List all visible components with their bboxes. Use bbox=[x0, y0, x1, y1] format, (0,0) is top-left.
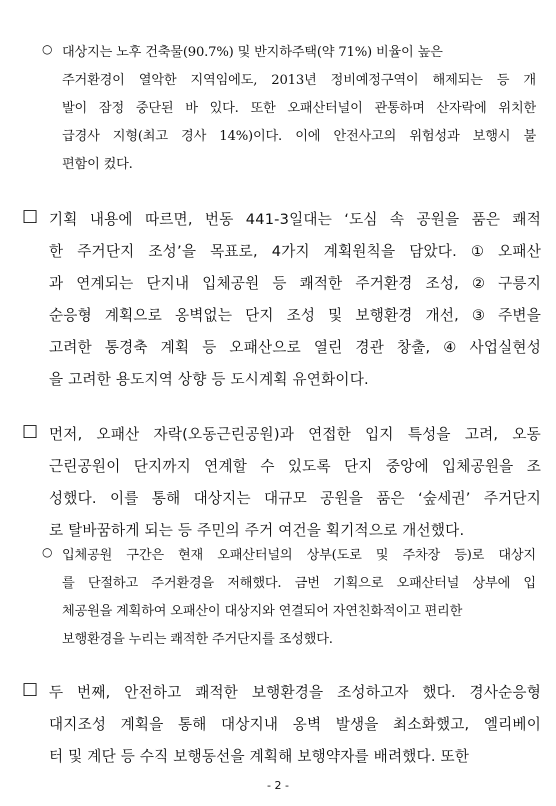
text-line: 터 및 계단 등 수직 보행동선을 계획해 보행약자를 배려했다. 또한 bbox=[49, 748, 470, 765]
text-line: 한 주거단지 조성’을 목표로, 4가지 계획원칙을 담았다. ① 오패산 bbox=[49, 243, 541, 260]
text-line: 을 고려한 용도지역 상향 등 도시계획 유연화이다. bbox=[49, 371, 369, 388]
text-line: 입체공원 구간은 현재 오패산터널의 상부(도로 및 주차장 등)로 대상지 bbox=[62, 548, 536, 563]
text-line: 대상지는 노후 건축물(90.7%) 및 반지하주택(약 71%) 비율이 높은 bbox=[62, 45, 443, 60]
page-number: - 2 - bbox=[267, 779, 289, 792]
text-line: 과 연계되는 단지내 입체공원 등 쾌적한 주거환경 조성, ② 구릉지 bbox=[49, 275, 541, 292]
text-line: 기획 내용에 따르면, 번동 441-3일대는 ‘도심 속 공원을 품은 쾌적 bbox=[49, 211, 541, 228]
text-line: 편함이 컸다. bbox=[62, 157, 133, 172]
text-line: 대지조성 계획을 통해 대상지내 옹벽 발생을 최소화했고, 엘리베이 bbox=[49, 716, 541, 733]
text-line: 급경사 지형(최고 경사 14%)이다. 이에 안전사고의 위험성과 보행시 불 bbox=[62, 129, 536, 144]
text-line: 근린공원이 단지까지 연계할 수 있도록 단지 중앙에 입체공원을 조 bbox=[49, 458, 541, 475]
text-line: 발이 잠정 중단된 바 있다. 또한 오패산터널이 관통하며 산자락에 위치한 bbox=[62, 101, 536, 116]
text-line: 로 탈바꿈하게 되는 등 주민의 주거 여건을 획기적으로 개선했다. bbox=[49, 522, 465, 539]
text-line: 를 단절하고 주거환경을 저해했다. 금번 기획으로 오패산터널 상부에 입 bbox=[62, 576, 536, 591]
square-bullet-marker: □ bbox=[22, 206, 39, 226]
text-line: 체공원을 계획하여 오패산이 대상지와 연결되어 자연친화적이고 편리한 bbox=[62, 604, 463, 619]
text-line: 두 번째, 안전하고 쾌적한 보행환경을 조성하고자 했다. 경사순응형 bbox=[49, 684, 541, 701]
circle-bullet-marker: ○ bbox=[42, 42, 53, 56]
square-bullet-marker: □ bbox=[22, 679, 39, 699]
square-bullet-marker: □ bbox=[22, 421, 39, 441]
text-line: 순응형 계획으로 옹벽없는 단지 조성 및 보행환경 개선, ③ 주변을 bbox=[49, 307, 541, 324]
text-line: 고려한 통경축 계획 등 오패산으로 열린 경관 창출, ④ 사업실현성 bbox=[49, 339, 541, 356]
text-line: 주거환경이 열악한 지역임에도, 2013년 정비예정구역이 해제되는 등 개 bbox=[62, 73, 536, 88]
circle-bullet-marker: ○ bbox=[42, 545, 53, 559]
text-line: 성했다. 이를 통해 대상지는 대규모 공원을 품은 ‘숲세권’ 주거단지 bbox=[49, 490, 541, 507]
text-line: 먼저, 오패산 자락(오동근린공원)과 연접한 입지 특성을 고려, 오동 bbox=[49, 426, 541, 443]
text-line: 보행환경을 누리는 쾌적한 주거단지를 조성했다. bbox=[62, 632, 333, 647]
